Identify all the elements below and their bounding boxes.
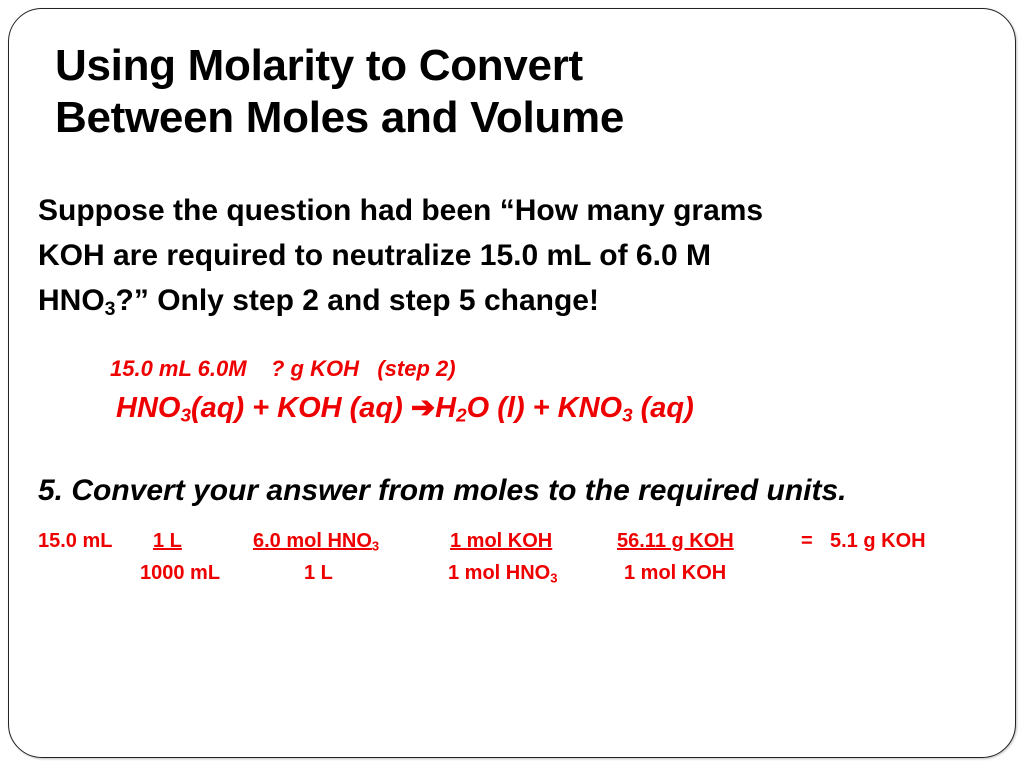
- eq-part-5: (aq): [632, 392, 694, 424]
- intro-line-1: Suppose the question had been “How many grams: [38, 194, 764, 227]
- intro-paragraph: [38, 188, 763, 323]
- calc-factor2-numerator-text: 6.0 mol HNO: [253, 530, 372, 552]
- title-line-1: Using Molarity to Convert: [55, 41, 583, 90]
- chemical-equation: [116, 390, 694, 425]
- calc-factor3-denominator-text: 1 mol HNO: [448, 562, 551, 584]
- calc-factor1-numerator: 1 L: [153, 530, 182, 552]
- calc-result: 5.1 g KOH: [830, 530, 926, 552]
- calc-factor4-denominator: 1 mol KOH: [624, 562, 727, 584]
- eq-part-2: (aq) + KOH (aq): [190, 392, 411, 424]
- calc-equals-sign: =: [801, 530, 813, 552]
- intro-line-3: [38, 278, 763, 323]
- slide-title: [55, 40, 624, 144]
- calc-factor1-denominator: 1000 mL: [140, 562, 221, 584]
- intro-line-3-post: ?” Only step 2 and step 5 change!: [115, 284, 599, 317]
- calc-factor3-denominator-sub: 3: [550, 570, 558, 586]
- eq-part-1: HNO: [116, 392, 181, 424]
- reaction-arrow-icon: ➔: [410, 392, 436, 424]
- step2-annotation: 15.0 mL 6.0M ? g KOH (step 2): [110, 356, 456, 381]
- eq-sub-3: 3: [622, 404, 633, 426]
- intro-line-2: KOH are required to neutralize 15.0 mL of 6.0 M: [38, 239, 711, 272]
- step5-heading: 5. Convert your answer from moles to the required units.: [38, 474, 847, 507]
- calc-factor2-numerator: [253, 530, 379, 553]
- eq-sub-2: 2: [456, 404, 467, 426]
- eq-part-4: O (l) + KNO: [466, 392, 623, 424]
- calc-given: 15.0 mL: [38, 530, 113, 552]
- intro-line-3-sub: 3: [104, 297, 116, 320]
- intro-line-3-pre: HNO: [38, 284, 105, 317]
- calc-factor4-numerator: 56.11 g KOH: [617, 530, 734, 552]
- calc-factor3-numerator: 1 mol KOH: [450, 530, 553, 552]
- eq-part-3: H: [435, 392, 457, 424]
- title-line-2: Between Moles and Volume: [55, 93, 624, 142]
- eq-sub-1: 3: [180, 404, 191, 426]
- calc-factor3-denominator: [448, 562, 557, 585]
- calc-factor2-denominator: 1 L: [304, 562, 333, 584]
- calc-factor2-numerator-sub: 3: [371, 538, 380, 554]
